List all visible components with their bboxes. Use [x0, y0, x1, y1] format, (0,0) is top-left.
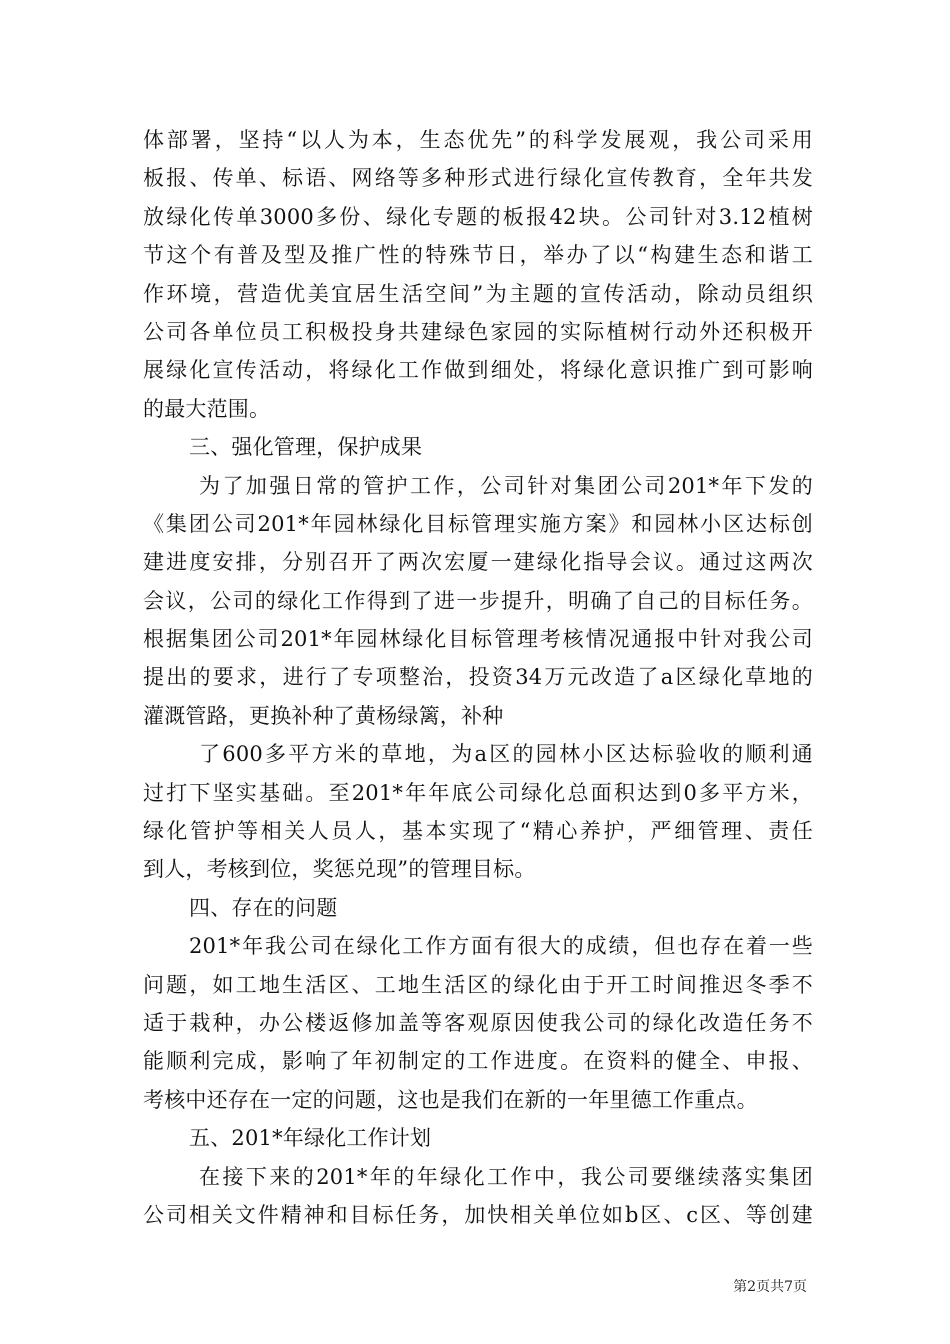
- text-line: 过打下坚实基础。至201*年年底公司绿化总面积达到0多平方米，: [143, 780, 813, 805]
- text-line: 到人，考核到位，奖惩兑现”的管理目标。: [143, 857, 536, 882]
- paragraph-first-line: 201*年我公司在绿化工作方面有很大的成绩，但也存在着一些: [189, 934, 813, 959]
- section-heading: 五、201*年绿化工作计划: [189, 1126, 432, 1151]
- text-line: 板报、传单、标语、网络等多种形式进行绿化宣传教育，全年共发: [143, 166, 813, 191]
- paragraph-first-line: 为了加强日常的管护工作，公司针对集团公司201*年下发的: [199, 473, 813, 498]
- text-line: 公司相关文件精神和目标任务，加快相关单位如b区、c区、等创建: [143, 1202, 813, 1227]
- text-line: 问题，如工地生活区、工地生活区的绿化由于开工时间推迟冬季不: [143, 972, 813, 997]
- text-line: 《集团公司201*年园林绿化目标管理实施方案》和园林小区达标创: [143, 511, 813, 536]
- text-line: 建进度安排，分别召开了两次宏厦一建绿化指导会议。通过这两次: [143, 550, 813, 575]
- text-line: 考核中还存在一定的问题，这也是我们在新的一年里德工作重点。: [143, 1087, 758, 1112]
- text-line: 展绿化宣传活动，将绿化工作做到细处，将绿化意识推广到可影响: [143, 358, 813, 383]
- text-line: 根据集团公司201*年园林绿化目标管理考核情况通报中针对我公司: [143, 627, 813, 652]
- text-line: 适于栽种，办公楼返修加盖等客观原因使我公司的绿化改造任务不: [143, 1010, 813, 1035]
- section-heading: 三、强化管理，保护成果: [189, 435, 423, 460]
- text-line: 能顺利完成，影响了年初制定的工作进度。在资料的健全、申报、: [143, 1049, 813, 1074]
- text-line: 绿化管护等相关人员人，基本实现了“精心养护，严细管理、责任: [143, 819, 813, 844]
- text-line: 提出的要求，进行了专项整治，投资34万元改造了a区绿化草地的: [143, 665, 813, 690]
- document-body: [143, 121, 813, 1234]
- text-line: 灌溉管路，更换补种了黄杨绿篱，补种: [143, 703, 504, 728]
- text-line: 会议，公司的绿化工作得到了进一步提升，明确了自己的目标任务。: [143, 588, 813, 613]
- section-heading: 四、存在的问题: [189, 895, 338, 920]
- page-number: 第2页共7页: [733, 1279, 807, 1295]
- text-line: 放绿化传单3000多份、绿化专题的板报42块。公司针对3.12植树: [143, 204, 813, 229]
- text-line: 节这个有普及型及推广性的特殊节日，举办了以“构建生态和谐工: [143, 243, 813, 268]
- paragraph-first-line: 在接下来的201*年的年绿化工作中，我公司要继续落实集团: [199, 1164, 813, 1189]
- paragraph-first-line: 了600多平方米的草地，为a区的园林小区达标验收的顺利通: [199, 742, 813, 767]
- text-line: 公司各单位员工积极投身共建绿色家园的实际植树行动外还积极开: [143, 319, 813, 344]
- text-line: 体部署，坚持“以人为本，生态优先”的科学发展观，我公司采用: [143, 128, 813, 152]
- text-line: 作环境，营造优美宜居生活空间”为主题的宣传活动，除动员组织: [143, 281, 813, 306]
- text-line: 的最大范围。: [143, 396, 271, 421]
